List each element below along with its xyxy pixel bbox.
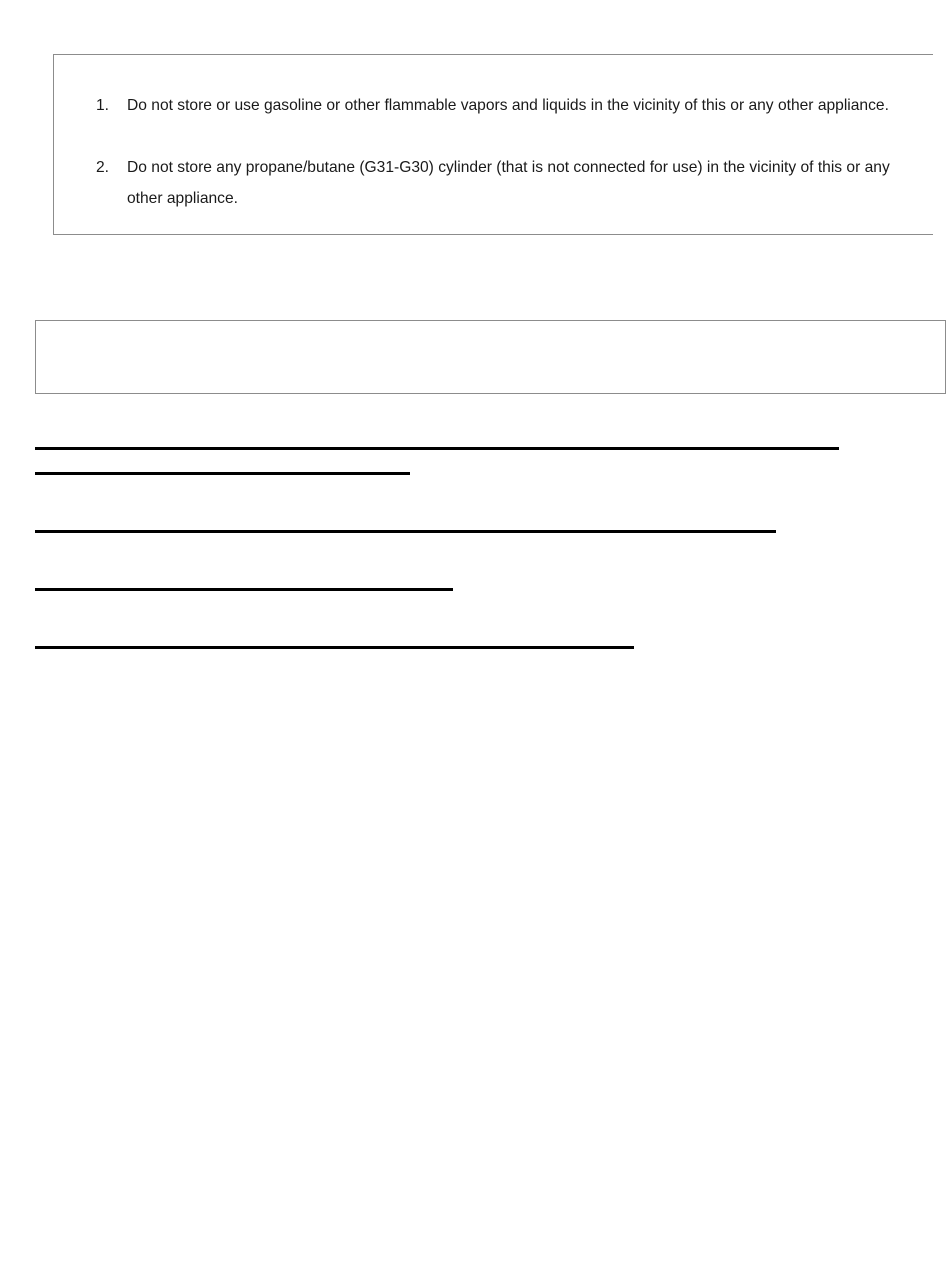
warning-item-number: 1.	[96, 97, 110, 114]
warning-item-text: Do not store any propane/butane (G31-G30) cylinder (that is not connected for use) in the vicinity of this or any other appliance.	[127, 159, 890, 207]
underline-rule	[35, 447, 839, 450]
underline-rule	[35, 472, 410, 475]
warning-box	[53, 54, 933, 235]
empty-text-box	[35, 320, 946, 394]
underline-rule	[35, 530, 776, 533]
underline-rule	[35, 646, 634, 649]
warning-item-text: Do not store or use gasoline or other flammable vapors and liquids in the vicinity of this or any other appliance.	[127, 97, 889, 114]
underline-rule	[35, 588, 453, 591]
warning-item-number: 2.	[96, 159, 110, 176]
